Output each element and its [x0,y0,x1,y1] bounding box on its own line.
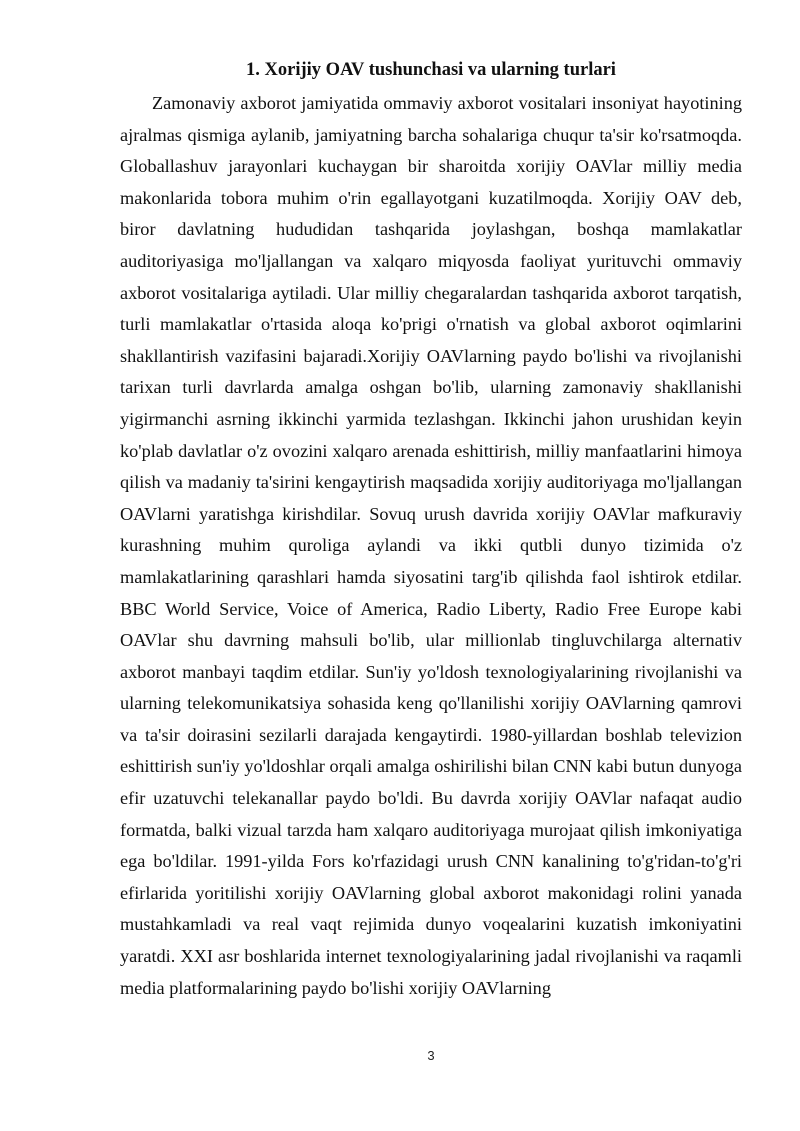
page-number: 3 [427,1048,435,1063]
section-heading: 1. Xorijiy OAV tushunchasi va ularning turlari [246,60,616,80]
body-paragraph: Zamonaviy axborot jamiyatida ommaviy axborot vositalari insoniyat hayotining ajralmas qismiga aylanib, jamiyatning barcha sohalariga chuqur ta'sir ko'rsatmoqda. Globallashuv jarayonlari kuchaygan bir sharoitda xorijiy OAVlar milliy media makonlarida tobora muhim o'rin egallayotgani kuzatilmoqda. Xorijiy OAV deb, biror davlatning hududidan tashqarida joylashgan, boshqa mamlakatlar auditoriyasiga mo'ljallangan va xalqaro miqyosda faoliyat yurituvchi ommaviy axborot vositalariga aytiladi. Ular milliy chegaralardan tashqarida axborot tarqatish, turli mamlakatlar o'rtasida aloqa ko'prigi o'rnatish va global axborot oqimlarini shakllantirish vazifasini bajaradi.Xorijiy OAVlarning paydo bo'lishi va rivojlanishi tarixan turli davrlarda amalga oshgan bo'lib, ularning zamonaviy shakllanishi yigirmanchi asrning ikkinchi yarmida tezlashgan. Ikkinchi jahon urushidan keyin ko'plab davlatlar o'z ovozini xalqaro arenada eshittirish, milliy manfaatlarini himoya qilish va madaniy ta'sirini kengaytirish maqsadida xorijiy auditoriyaga mo'ljallangan OAVlarni yaratishga kirishdilar. Sovuq urush davrida xorijiy OAVlar mafkuraviy kurashning muhim quroliga aylandi va ikki qutbli dunyo tizimida o'z mamlakatlarining qarashlari hamda siyosatini targ'ib qilishda faol ishtirok etdilar. BBC World Service, Voice of America, Radio Liberty, Radio Free Europe kabi OAVlar shu davrning mahsuli bo'lib, ular millionlab tingluvchilarga alternativ axborot manbayi taqdim etdilar. Sun'iy yo'ldosh texnologiyalarining rivojlanishi va ularning telekomunikatsiya sohasida keng qo'llanilishi xorijiy OAVlarning qamrovi va ta'sir doirasini sezilarli darajada kengaytirdi. 1980-yillardan boshlab televizion eshittirish sun'iy yo'ldoshlar orqali amalga oshirilishi bilan CNN kabi butun dunyoga efir uzatuvchi telekanallar paydo bo'ldi. Bu davrda xorijiy OAVlar nafaqat audio formatda, balki vizual tarzda ham xalqaro auditoriyaga murojaat qilish imkoniyatiga ega bo'ldilar. 1991-yilda Fors ko'rfazidagi urush CNN kanalining to'g'ridan-to'g'ri efirlarida yoritilishi xorijiy OAVlarning global axborot makonidagi rolini yanada mustahkamladi va real vaqt rejimida dunyo voqealarini kuzatish imkoniyatini yaratdi. XXI asr boshlarida internet texnologiyalarining jadal rivojlanishi va raqamli media platformalarining paydo bo'lishi xorijiy OAVlarning [120,93,742,998]
